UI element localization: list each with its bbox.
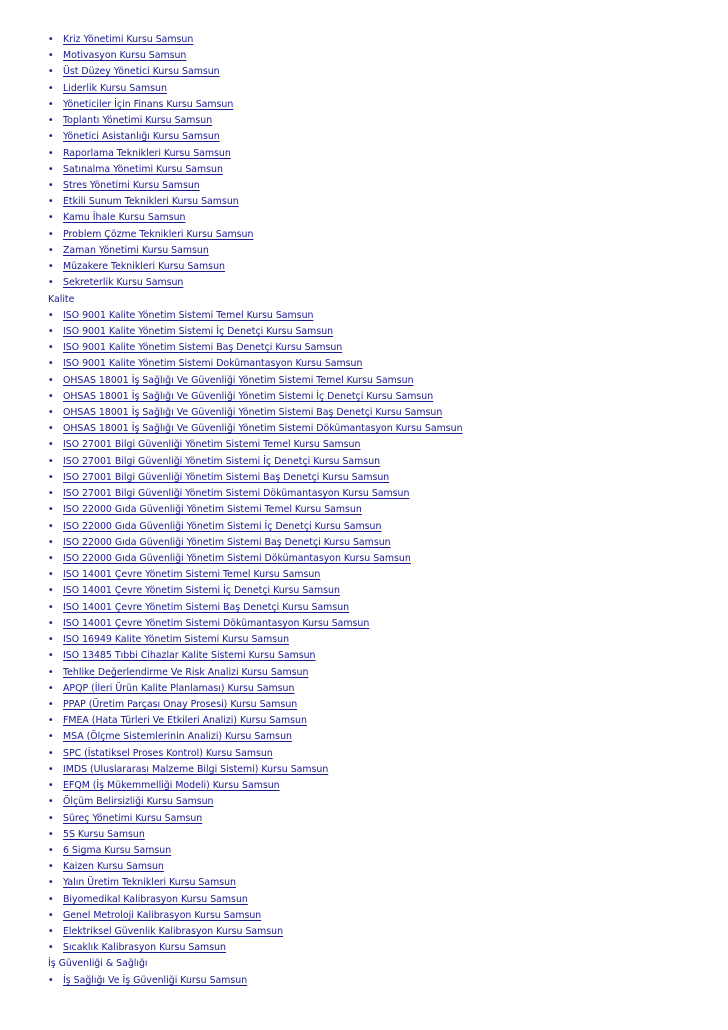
bullet-icon: •: [48, 131, 54, 143]
list-item: [0, 421, 728, 437]
list-item: [0, 275, 728, 291]
course-link[interactable]: Satınalma Yönetimi Kursu Samsun: [63, 163, 223, 175]
list-item: [0, 843, 728, 859]
bullet-icon: •: [48, 471, 54, 483]
bullet-icon: •: [48, 650, 54, 662]
list-item: [0, 81, 728, 97]
bullet-icon: •: [48, 780, 54, 792]
bullet-icon: •: [48, 682, 54, 694]
list-item: [0, 178, 728, 194]
list-item: [0, 470, 728, 486]
bullet-icon: •: [48, 520, 54, 532]
bullet-icon: •: [48, 179, 54, 191]
list-item: [0, 340, 728, 356]
course-link[interactable]: ISO 14001 Çevre Yönetim Sistemi Temel Kursu Samsun: [63, 569, 321, 581]
course-link[interactable]: OHSAS 18001 İş Sağlığı Ve Güvenliği Yönetim Sistemi İç Denetçi Kursu Samsun: [63, 390, 434, 402]
list-item: [0, 502, 728, 518]
bullet-icon: •: [48, 634, 54, 646]
list-item: [0, 908, 728, 924]
list-item: [0, 519, 728, 535]
bullet-icon: •: [48, 844, 54, 856]
list-item: [0, 356, 728, 372]
bullet-icon: •: [48, 974, 54, 986]
bullet-icon: •: [48, 309, 54, 321]
list-item: [0, 162, 728, 178]
bullet-icon: •: [48, 196, 54, 208]
bullet-icon: •: [48, 66, 54, 78]
course-link[interactable]: Liderlik Kursu Samsun: [63, 82, 167, 94]
course-link[interactable]: 5S Kursu Samsun: [63, 828, 145, 840]
course-link[interactable]: FMEA (Hata Türleri Ve Etkileri Analizi) Kursu Samsun: [63, 715, 307, 727]
list-item: [0, 648, 728, 664]
list-item: [0, 583, 728, 599]
course-link[interactable]: OHSAS 18001 İş Sağlığı Ve Güvenliği Yönetim Sistemi Dökümantasyon Kursu Samsun: [63, 423, 463, 435]
course-link[interactable]: Süreç Yönetimi Kursu Samsun: [63, 812, 203, 824]
list-item: [0, 389, 728, 405]
list-item: [0, 600, 728, 616]
list-item: [0, 811, 728, 827]
bullet-icon: •: [48, 115, 54, 127]
course-link[interactable]: ISO 27001 Bilgi Güvenliği Yönetim Sistemi Temel Kursu Samsun: [63, 439, 361, 451]
course-link[interactable]: APQP (İleri Ürün Kalite Planlaması) Kursu Samsun: [63, 682, 295, 694]
course-link[interactable]: Elektriksel Güvenlik Kalibrasyon Kursu Samsun: [63, 926, 284, 938]
list-item: [0, 227, 728, 243]
course-link[interactable]: Etkili Sunum Teknikleri Kursu Samsun: [63, 196, 239, 208]
list-item: [0, 746, 728, 762]
list-item: [0, 762, 728, 778]
course-link[interactable]: ISO 27001 Bilgi Güvenliği Yönetim Sistemi Dökümantasyon Kursu Samsun: [63, 488, 410, 500]
list-item: [0, 97, 728, 113]
bullet-icon: •: [48, 763, 54, 775]
bullet-icon: •: [48, 423, 54, 435]
course-link[interactable]: EFQM (İş Mükemmelliği Modeli) Kursu Samsun: [63, 780, 280, 792]
list-item: [0, 924, 728, 940]
bullet-icon: •: [48, 715, 54, 727]
course-list-document: [0, 32, 728, 989]
course-link[interactable]: İş Sağlığı Ve İş Güvenliği Kursu Samsun: [63, 974, 248, 986]
course-link[interactable]: ISO 22000 Gıda Güvenliği Yönetim Sistemi Baş Denetçi Kursu Samsun: [63, 536, 391, 548]
bullet-icon: •: [48, 861, 54, 873]
list-item: [0, 210, 728, 226]
bullet-icon: •: [48, 147, 54, 159]
bullet-icon: •: [48, 828, 54, 840]
list-item: [0, 681, 728, 697]
list-item: [0, 859, 728, 875]
course-link[interactable]: Kamu İhale Kursu Samsun: [63, 212, 186, 224]
course-link[interactable]: Biyomedikal Kalibrasyon Kursu Samsun: [63, 893, 248, 905]
course-link[interactable]: PPAP (Üretim Parçası Onay Prosesi) Kursu Samsun: [63, 698, 298, 710]
bullet-icon: •: [48, 926, 54, 938]
course-link[interactable]: ISO 9001 Kalite Yönetim Sistemi Dokümantasyon Kursu Samsun: [63, 358, 363, 370]
bullet-icon: •: [48, 407, 54, 419]
course-link[interactable]: IMDS (Uluslararası Malzeme Bilgi Sistemi) Kursu Samsun: [63, 763, 329, 775]
list-item: [0, 146, 728, 162]
bullet-icon: •: [48, 261, 54, 273]
list-item: [0, 616, 728, 632]
bullet-icon: •: [48, 439, 54, 451]
list-item: [0, 308, 728, 324]
bullet-icon: •: [48, 358, 54, 370]
section-heading-row: [0, 956, 728, 972]
list-item: [0, 827, 728, 843]
bullet-icon: •: [48, 796, 54, 808]
bullet-icon: •: [48, 228, 54, 240]
course-link[interactable]: ISO 14001 Çevre Yönetim Sistemi Dökümantasyon Kursu Samsun: [63, 617, 370, 629]
course-link[interactable]: OHSAS 18001 İş Sağlığı Ve Güvenliği Yönetim Sistemi Temel Kursu Samsun: [63, 374, 414, 386]
course-link[interactable]: Sekreterlik Kursu Samsun: [63, 277, 184, 289]
list-item: [0, 454, 728, 470]
list-item: [0, 892, 728, 908]
list-item: [0, 32, 728, 48]
bullet-icon: •: [48, 812, 54, 824]
list-item: [0, 665, 728, 681]
bullet-icon: •: [48, 50, 54, 62]
bullet-icon: •: [48, 553, 54, 564]
list-item: [0, 437, 728, 453]
list-item: [0, 535, 728, 551]
course-link[interactable]: SPC (İstatiksel Proses Kontrol) Kursu Samsun: [63, 747, 273, 759]
bullet-icon: •: [48, 569, 54, 581]
course-link[interactable]: Yalın Üretim Teknikleri Kursu Samsun: [63, 877, 236, 889]
course-link[interactable]: ISO 27001 Bilgi Güvenliği Yönetim Sistemi İç Denetçi Kursu Samsun: [63, 455, 381, 467]
list-item: [0, 794, 728, 810]
bullet-icon: •: [48, 909, 54, 921]
bullet-icon: •: [48, 82, 54, 94]
list-item: [0, 567, 728, 583]
course-link[interactable]: Toplantı Yönetimi Kursu Samsun: [63, 115, 213, 127]
course-link[interactable]: Motivasyon Kursu Samsun: [63, 50, 187, 62]
course-link[interactable]: ISO 22000 Gıda Güvenliği Yönetim Sistemi Dökümantasyon Kursu Samsun: [63, 553, 411, 564]
list-item: [0, 113, 728, 129]
bullet-icon: •: [48, 698, 54, 710]
bullet-icon: •: [48, 325, 54, 337]
course-link[interactable]: MSA (Ölçme Sistemlerinin Analizi) Kursu Samsun: [63, 731, 292, 743]
bullet-icon: •: [48, 504, 54, 516]
list-item: [0, 551, 728, 567]
course-link[interactable]: Raporlama Teknikleri Kursu Samsun: [63, 147, 231, 159]
list-item: [0, 243, 728, 259]
list-item: [0, 373, 728, 389]
bullet-icon: •: [48, 536, 54, 548]
bullet-icon: •: [48, 731, 54, 743]
bullet-icon: •: [48, 942, 54, 954]
list-item: [0, 632, 728, 648]
course-link[interactable]: ISO 13485 Tıbbi Cihazlar Kalite Sistemi Kursu Samsun: [63, 650, 316, 662]
bullet-icon: •: [48, 877, 54, 889]
bullet-icon: •: [48, 163, 54, 175]
list-item: [0, 194, 728, 210]
bullet-icon: •: [48, 455, 54, 467]
course-link[interactable]: ISO 14001 Çevre Yönetim Sistemi Baş Denetçi Kursu Samsun: [63, 601, 350, 613]
list-item: [0, 129, 728, 145]
course-link[interactable]: Yöneticiler İçin Finans Kursu Samsun: [63, 98, 234, 110]
bullet-icon: •: [48, 488, 54, 500]
list-item: [0, 778, 728, 794]
section-heading: İş Güvenliği & Sağlığı: [48, 958, 148, 970]
course-link[interactable]: Tehlike Değerlendirme Ve Risk Analizi Kursu Samsun: [63, 666, 309, 678]
list-item: [0, 713, 728, 729]
bullet-icon: •: [48, 342, 54, 354]
bullet-icon: •: [48, 390, 54, 402]
course-link[interactable]: Problem Çözme Teknikleri Kursu Samsun: [63, 228, 254, 240]
bullet-icon: •: [48, 277, 54, 289]
list-item: [0, 64, 728, 80]
list-item: [0, 259, 728, 275]
list-item: [0, 405, 728, 421]
course-link[interactable]: Ölçüm Belirsizliği Kursu Samsun: [63, 796, 214, 808]
bullet-icon: •: [48, 212, 54, 224]
section-heading-row: [0, 292, 728, 308]
bullet-icon: •: [48, 244, 54, 256]
bullet-icon: •: [48, 34, 54, 45]
bullet-icon: •: [48, 601, 54, 613]
course-link[interactable]: Genel Metroloji Kalibrasyon Kursu Samsun: [63, 909, 262, 921]
course-link[interactable]: ISO 9001 Kalite Yönetim Sistemi Baş Denetçi Kursu Samsun: [63, 342, 343, 354]
list-item: [0, 48, 728, 64]
course-link[interactable]: Kriz Yönetimi Kursu Samsun: [63, 34, 194, 45]
course-link[interactable]: Kaizen Kursu Samsun: [63, 861, 164, 873]
list-item: [0, 324, 728, 340]
course-link[interactable]: Stres Yönetimi Kursu Samsun: [63, 179, 200, 191]
course-link[interactable]: OHSAS 18001 İş Sağlığı Ve Güvenliği Yönetim Sistemi Baş Denetçi Kursu Samsun: [63, 407, 443, 419]
course-link[interactable]: Müzakere Teknikleri Kursu Samsun: [63, 261, 225, 273]
bullet-icon: •: [48, 747, 54, 759]
course-link[interactable]: ISO 9001 Kalite Yönetim Sistemi Temel Kursu Samsun: [63, 309, 314, 321]
course-link[interactable]: ISO 22000 Gıda Güvenliği Yönetim Sistemi İç Denetçi Kursu Samsun: [63, 520, 382, 532]
section-heading: Kalite: [48, 293, 75, 305]
list-item: [0, 729, 728, 745]
course-link[interactable]: ISO 27001 Bilgi Güvenliği Yönetim Sistemi Baş Denetçi Kursu Samsun: [63, 471, 390, 483]
list-item: [0, 875, 728, 891]
list-item: [0, 940, 728, 956]
course-link[interactable]: 6 Sigma Kursu Samsun: [63, 844, 172, 856]
course-link[interactable]: Zaman Yönetimi Kursu Samsun: [63, 244, 209, 256]
course-link[interactable]: ISO 9001 Kalite Yönetim Sistemi İç Denetçi Kursu Samsun: [63, 325, 334, 337]
course-link[interactable]: ISO 16949 Kalite Yönetim Sistemi Kursu Samsun: [63, 634, 290, 646]
bullet-icon: •: [48, 98, 54, 110]
bullet-icon: •: [48, 666, 54, 678]
course-link[interactable]: ISO 22000 Gıda Güvenliği Yönetim Sistemi Temel Kursu Samsun: [63, 504, 362, 516]
course-link[interactable]: Üst Düzey Yönetici Kursu Samsun: [63, 66, 220, 78]
list-item: [0, 973, 728, 989]
bullet-icon: •: [48, 585, 54, 597]
bullet-icon: •: [48, 893, 54, 905]
course-link[interactable]: ISO 14001 Çevre Yönetim Sistemi İç Denetçi Kursu Samsun: [63, 585, 340, 597]
course-link[interactable]: Yönetici Asistanlığı Kursu Samsun: [63, 131, 220, 143]
course-link[interactable]: Sıcaklık Kalibrasyon Kursu Samsun: [63, 942, 226, 954]
bullet-icon: •: [48, 374, 54, 386]
list-item: [0, 486, 728, 502]
list-item: [0, 697, 728, 713]
bullet-icon: •: [48, 617, 54, 629]
